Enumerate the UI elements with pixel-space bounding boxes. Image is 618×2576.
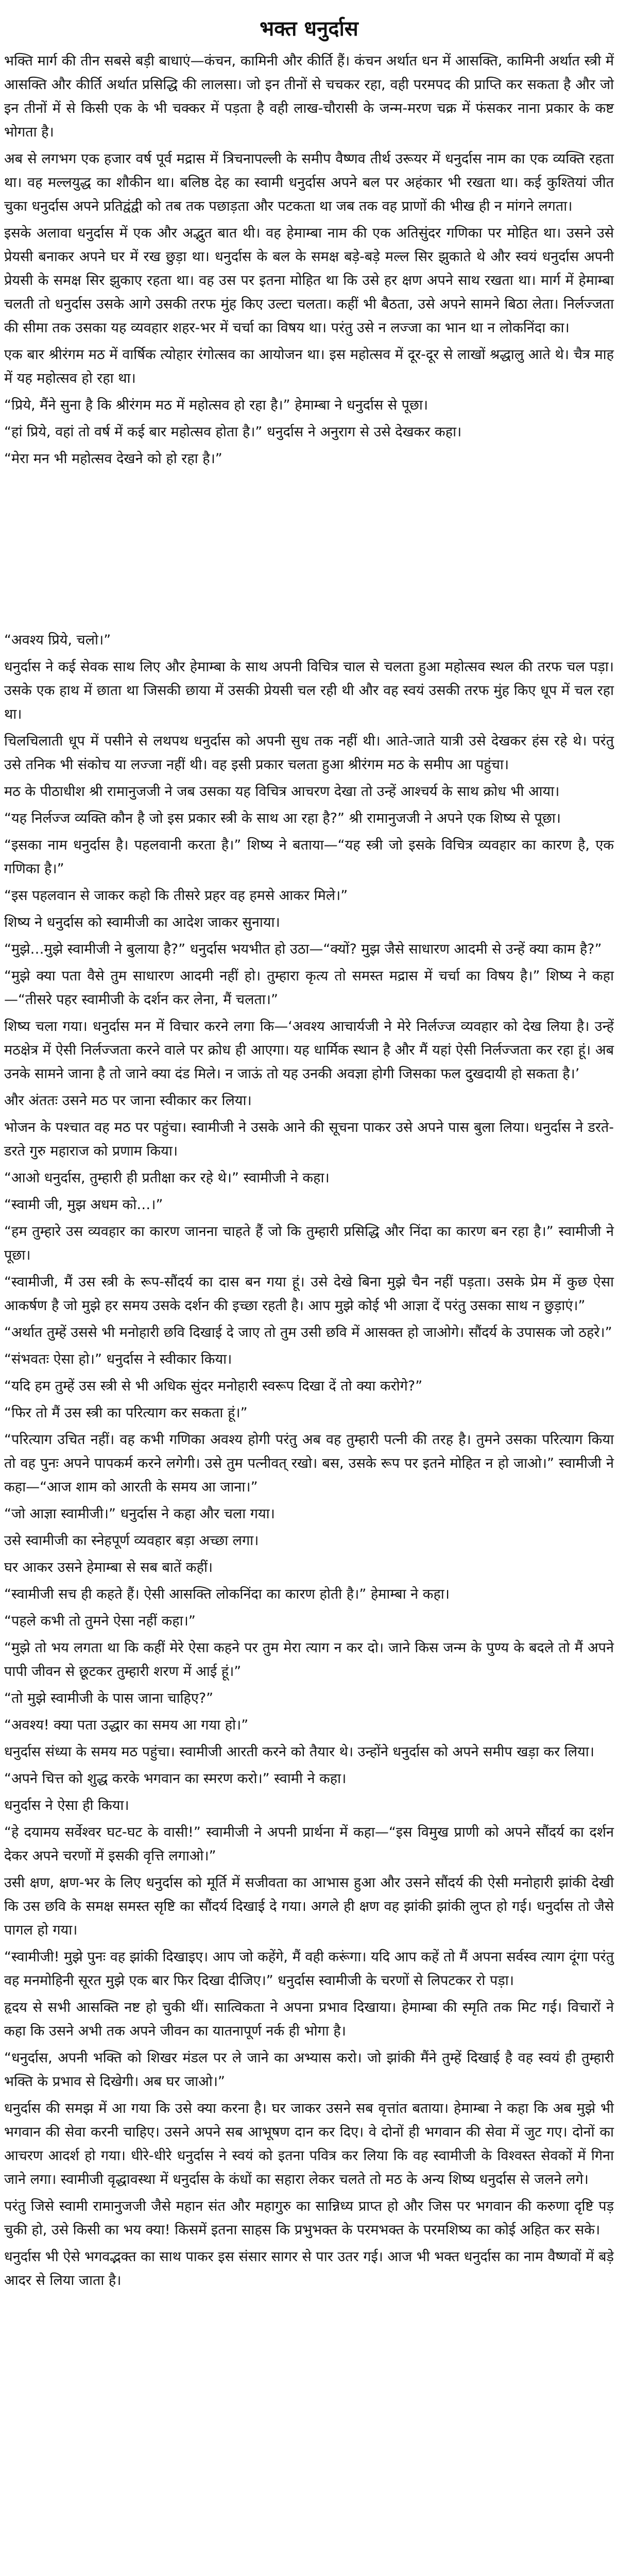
paragraph: शिष्य चला गया। धनुर्दास मन में विचार करने लगा कि—‘अवश्य आचार्यजी ने मेरे निर्लज्ज व्यवहार को देख लिया है। उन्हें मठक्षेत्र में ऐसी निर्लज्जता करने वाले पर क्रोध ही आएगा। यह धार्मिक स्थान है और मैं यहां ऐसी निर्लज्जता कर रहा हूं। अब उनके सामने जाना है तो जाने क्या दंड मिले। न जाऊं तो यह उनकी अवज्ञा होगी जिसका फल दुखदायी हो सकता है।’ bbox=[4, 1019, 614, 1082]
paragraph: “मुझे तो भय लगता था कि कहीं मेरे ऐसा कहने पर तुम मेरा त्याग न कर दो। जाने किस जन्म के पुण्य के बदले तो मैं अपने पापी जीवन से छूटकर तुम्हारी शरण में आई हूं।” bbox=[4, 1640, 614, 1680]
paragraph: धनुर्दास ने ऐसा ही किया। bbox=[4, 1798, 129, 1814]
paragraph: “इस पहलवान से जाकर कहो कि तीसरे प्रहर वह हमसे आकर मिले।” bbox=[4, 888, 348, 904]
blank-gap bbox=[4, 474, 614, 629]
paragraph: शिष्य ने धनुर्दास को स्वामीजी का आदेश जाकर सुनाया। bbox=[4, 914, 280, 930]
paragraph: धनुर्दास ने कई सेवक साथ लिए और हेमाम्बा के साथ अपनी विचित्र चाल से चलता हुआ महोत्सव स्थल की तरफ चल पड़ा। उसके एक हाथ में छाता था जिसकी छाया में उसकी प्रेयसी चल रही थी और वह स्वयं उसकी तरफ मुंह किए धूप में चल रहा था। bbox=[4, 659, 614, 722]
paragraph: “अवश्य प्रिये, चलो।” bbox=[4, 632, 111, 648]
paragraph: “तो मुझे स्वामीजी के पास जाना चाहिए?” bbox=[4, 1690, 214, 1706]
paragraph: “जो आज्ञा स्वामीजी।” धनुर्दास ने कहा और चला गया। bbox=[4, 1506, 275, 1522]
paragraph: “पहले कभी तो तुमने ऐसा नहीं कहा।” bbox=[4, 1613, 196, 1629]
paragraph: उसे स्वामीजी का स्नेहपूर्ण व्यवहार बड़ा अच्छा लगा। bbox=[4, 1533, 259, 1549]
paragraph: “अवश्य! क्या पता उद्धार का समय आ गया हो।” bbox=[4, 1717, 249, 1733]
paragraph: “संभवतः ऐसा हो।” धनुर्दास ने स्वीकार किया। bbox=[4, 1351, 232, 1367]
paragraph: “हां प्रिये, वहां तो वर्ष में कई बार महोत्सव होता है।” धनुर्दास ने अनुराग से उसे देखकर कहा। bbox=[4, 424, 462, 440]
paragraph: “स्वामीजी सच ही कहते हैं। ऐसी आसक्ति लोकनिंदा का कारण होती है।” हेमाम्बा ने कहा। bbox=[4, 1586, 450, 1602]
paragraph: “यदि हम तुम्हें उस स्त्री से भी अधिक सुंदर मनोहारी स्वरूप दिखा दें तो क्या करोगे?” bbox=[4, 1378, 423, 1394]
paragraph: धनुर्दास संध्या के समय मठ पहुंचा। स्वामीजी आरती करने को तैयार थे। उन्होंने धनुर्दास को अपने समीप खड़ा कर लिया। bbox=[4, 1744, 594, 1760]
paragraph: इसके अलावा धनुर्दास में एक और अद्भुत बात थी। वह हेमाम्बा नाम की एक अतिसुंदर गणिका पर मोहित था। उसने उसे प्रेयसी बनाकर अपने घर में रख छुड़ा था। धनुर्दास के बल के समक्ष बड़े-बड़े मल्ल सिर झुकाते थे और स्वयं धनुर्दास अपनी प्रेयसी के समक्ष सिर झुकाए रहता था। वह उस पर इतना मोहित था कि उसे हर क्षण अपने साथ रखता था। मार्ग में हेमाम्बा चलती तो धनुर्दास उसके आगे उसकी तरफ मुंह किए उल्टा चलता। कहीं भी बैठता, उसे अपने सामने बिठा लेता। निर्लज्जता की सीमा तक उसका यह व्यवहार शहर-भर में चर्चा का विषय था। परंतु उसे न लज्जा का भान था न लोकनिंदा का। bbox=[4, 225, 614, 336]
paragraph: भक्ति मार्ग की तीन सबसे बड़ी बाधाएं—कंचन, कामिनी और कीर्ति हैं। कंचन अर्थात धन में आसक्ति, कामिनी अर्थात स्त्री में आसक्ति और कीर्ति अर्थात प्रसिद्धि की लालसा। जो इन तीनों से चचकर रहा, वही परमपद की प्राप्ति कर सकता है और जो इन तीनों में से किसी एक के भी चक्कर में पड़ता है वही लाख-चौरासी के जन्म-मरण चक्र में फंसकर नाना प्रकार के कष्ट भोगता है। bbox=[4, 53, 614, 140]
paragraph: अब से लगभग एक हजार वर्ष पूर्व मद्रास में त्रिचनापल्ली के समीप वैष्णव तीर्थ उरूयर में धनुर्दास नाम का एक व्यक्ति रहता था। वह मल्लयुद्ध का शौकीन था। बलिष्ठ देह का स्वामी धनुर्दास अपने बल पर अहंकार भी रखता था। कई कुश्तियां जीत चुका धनुर्दास अपने प्रतिद्वंद्वी को तब तक पछाड़ता और पटकता था जब तक वह प्राणों की भीख ही न मांगने लगता। bbox=[4, 151, 614, 214]
paragraph: “स्वामीजी! मुझे पुनः वह झांकी दिखाइए। आप जो कहेंगे, मैं वही करूंगा। यदि आप कहें तो मैं अपना सर्वस्व त्याग दूंगा परंतु वह मनमोहिनी सूरत मुझे एक बार फिर दिखा दीजिए।” धनुर्दास स्वामीजी के चरणों से लिपटकर रो पड़ा। bbox=[4, 1949, 614, 1989]
paragraph: “मुझे क्या पता वैसे तुम साधारण आदमी नहीं हो। तुम्हारा कृत्य तो समस्त मद्रास में चर्चा का विषय है।” शिष्य ने कहा—“तीसरे पहर स्वामीजी के दर्शन कर लेना, मैं चलता।” bbox=[4, 968, 614, 1008]
paragraph: “यह निर्लज्ज व्यक्ति कौन है जो इस प्रकार स्त्री के साथ आ रहा है?” श्री रामानुजजी ने अपने एक शिष्य से पूछा। bbox=[4, 810, 561, 826]
paragraph: भोजन के पश्चात वह मठ पर पहुंचा। स्वामीजी ने उसके आने की सूचना पाकर उसे अपने पास बुला लिया। धनुर्दास ने डरते-डरते गुरु महाराज को प्रणाम किया। bbox=[4, 1120, 614, 1159]
paragraph: “धनुर्दास, अपनी भक्ति को शिखर मंडल पर ले जाने का अभ्यास करो। जो झांकी मैंने तुम्हें दिखाई है वह स्वयं ही तुम्हारी भक्ति के प्रभाव से दिखेगी। अब घर जाओ।” bbox=[4, 2050, 614, 2090]
paragraph: मठ के पीठाधीश श्री रामानुजजी ने जब उसका यह विचित्र आचरण देखा तो उन्हें आश्चर्य के साथ क्रोध भी आया। bbox=[4, 784, 560, 800]
paragraph: “आओ धनुर्दास, तुम्हारी ही प्रतीक्षा कर रहे थे।” स्वामीजी ने कहा। bbox=[4, 1170, 330, 1186]
paragraph: “प्रिये, मैंने सुना है कि श्रीरंगम मठ में महोत्सव हो रहा है।” हेमाम्बा ने धनुर्दास से पूछा। bbox=[4, 397, 428, 413]
paragraph: चिलचिलाती धूप में पसीने से लथपथ धनुर्दास को अपनी सुध तक नहीं थी। आते-जाते यात्री उसे देखकर हंस रहे थे। परंतु उसे तनिक भी संकोच या लज्जा नहीं थी। वह इसी प्रकार चलता हुआ श्रीरंगम मठ के समीप आ पहुंचा। bbox=[4, 733, 614, 773]
paragraph: “अपने चित्त को शुद्ध करके भगवान का स्मरण करो।” स्वामी ने कहा। bbox=[4, 1771, 347, 1787]
paragraph: “स्वामी जी, मुझ अधम को…।” bbox=[4, 1197, 163, 1213]
paragraph: “हम तुम्हारे उस व्यवहार का कारण जानना चाहते हैं जो कि तुम्हारी प्रसिद्धि और निंदा का कारण बन रहा है।” स्वामीजी ने पूछा। bbox=[4, 1224, 614, 1263]
story-section-2 bbox=[4, 629, 614, 2293]
paragraph: “स्वामीजी, मैं उस स्त्री के रूप-सौंदर्य का दास बन गया हूं। उसे देखे बिना मुझे चैन नहीं पड़ता। उसके प्रेम में कुछ ऐसा आकर्षण है जो मुझे हर समय उसके दर्शन की इच्छा रहती है। आप मुझे कोई भी आज्ञा दें परंतु उसका साथ न छुड़ाएं।” bbox=[4, 1274, 614, 1314]
page-title: भक्त धनुर्दास bbox=[260, 17, 358, 41]
paragraph: एक बार श्रीरंगम मठ में वार्षिक त्योहार रंगोत्सव का आयोजन था। इस महोत्सव में दूर-दूर से लाखों श्रद्धालु आते थे। चैत्र माह में यह महोत्सव हो रहा था। bbox=[4, 347, 614, 386]
paragraph: परंतु जिसे स्वामी रामानुजजी जैसे महान संत और महागुरु का सान्निध्य प्राप्त हो और जिस पर भगवान की करुणा दृष्टि पड़ चुकी हो, उसे किसी का भय क्या! किसमें इतना साहस कि प्रभुभक्त के परमभक्त के परमशिष्य का कोई अहित कर सके। bbox=[4, 2198, 614, 2238]
paragraph: “मेरा मन भी महोत्सव देखने को हो रहा है।” bbox=[4, 451, 222, 467]
paragraph: घर आकर उसने हेमाम्बा से सब बातें कहीं। bbox=[4, 1560, 213, 1575]
paragraph: “फिर तो मैं उस स्त्री का परित्याग कर सकता हूं।” bbox=[4, 1405, 248, 1421]
paragraph: “इसका नाम धनुर्दास है। पहलवानी करता है।” शिष्य ने बताया—“यह स्त्री जो इसके विचित्र व्यवहार का कारण है, एक गणिका है।” bbox=[4, 837, 614, 877]
paragraph: “अर्थात तुम्हें उससे भी मनोहारी छवि दिखाई दे जाए तो तुम उसी छवि में आसक्त हो जाओगे। सौंदर्य के उपासक जो ठहरे।” bbox=[4, 1325, 612, 1341]
paragraph: धनुर्दास की समझ में आ गया कि उसे क्या करना है। घर जाकर उसने सब वृत्तांत बताया। हेमाम्बा ने कहा कि अब मुझे भी भगवान की सेवा करनी चाहिए। उसने अपने सब आभूषण दान कर दिए। वे दोनों ही भगवान की सेवा में जुट गए। दोनों का आचरण आदर्श हो गया। धीरे-धीरे धनुर्दास ने स्वयं को इतना पवित्र कर लिया कि वह स्वामीजी के विश्वस्त सेवकों में गिना जाने लगा। स्वामीजी वृद्धावस्था में धनुर्दास के कंधों का सहारा लेकर चलते तो मठ के अन्य शिष्य धनुर्दास से जलने लगे। bbox=[4, 2100, 614, 2188]
story-section-1 bbox=[4, 49, 614, 471]
paragraph: “हे दयामय सर्वेश्वर घट-घट के वासी!” स्वामीजी ने अपनी प्रार्थना में कहा—“इस विमुख प्राणी को अपने सौंदर्य का दर्शन देकर अपने चरणों में इसकी वृत्ति लगाओ।” bbox=[4, 1824, 614, 1864]
paragraph: और अंततः उसने मठ पर जाना स्वीकार कर लिया। bbox=[4, 1093, 252, 1109]
paragraph: हृदय से सभी आसक्ति नष्ट हो चुकी थीं। सात्विकता ने अपना प्रभाव दिखाया। हेमाम्बा की स्मृति तक मिट गई। विचारों ने कहा कि उसने अभी तक अपने जीवन का यातनापूर्ण नर्क ही भोगा है। bbox=[4, 1999, 614, 2039]
paragraph: धनुर्दास भी ऐसे भगवद्भक्त का साथ पाकर इस संसार सागर से पार उतर गई। आज भी भक्त धनुर्दास का नाम वैष्णवों में बड़े आदर से लिया जाता है। bbox=[4, 2249, 614, 2289]
paragraph: “परित्याग उचित नहीं। वह कभी गणिका अवश्य होगी परंतु अब वह तुम्हारी पत्नी की तरह है। तुमने उसका परित्याग किया तो वह पुनः अपने पापकर्म करने लगेगी। उसे तुम पत्नीवत् रखो। बस, उसके रूप पर इतने मोहित न हो जाओ।” स्वामीजी ने कहा—“आज शाम को आरती के समय आ जाना।” bbox=[4, 1432, 614, 1495]
paragraph: “मुझे…मुझे स्वामीजी ने बुलाया है?” धनुर्दास भयभीत हो उठा—“क्यों? मुझ जैसे साधारण आदमी से उन्हें क्या काम है?” bbox=[4, 941, 602, 957]
paragraph: उसी क्षण, क्षण-भर के लिए धनुर्दास को मूर्ति में सजीवता का आभास हुआ और उसने सौंदर्य की ऐसी मनोहारी झांकी देखी कि उस छवि के समक्ष समस्त सृष्टि का सौंदर्य दिखाई दे गया। अगले ही क्षण वह झांकी झांकी लुप्त हो गई। धनुर्दास तो जैसे पागल हो गया। bbox=[4, 1875, 614, 1938]
